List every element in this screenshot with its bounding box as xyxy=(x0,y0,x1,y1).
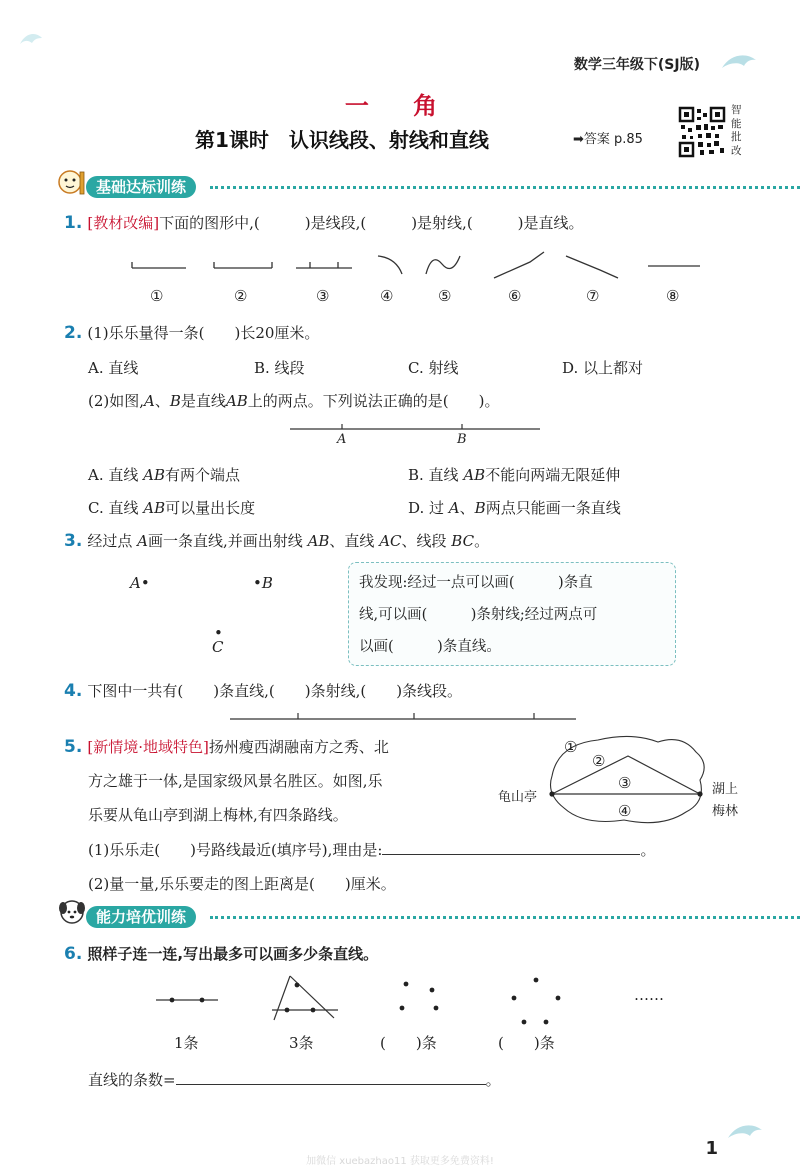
option-c[interactable]: C. 直线 AB可以量出长度 xyxy=(88,499,256,517)
question-number: 4. xyxy=(64,681,83,701)
question-number: 5. xyxy=(64,737,83,757)
answer-reference[interactable]: ➡答案 p.85 xyxy=(573,132,643,147)
pencil-mascot-icon xyxy=(54,166,90,202)
point-c-dot: • xyxy=(214,624,223,642)
figure-label: ⑤ xyxy=(438,287,452,305)
option-b[interactable]: B. 线段 xyxy=(254,359,305,377)
option-c[interactable]: C. 射线 xyxy=(408,359,459,377)
question-text: 扬州瘦西湖融南方之秀、北 xyxy=(208,738,389,756)
option-d[interactable]: D. 以上都对 xyxy=(562,359,644,377)
option-d[interactable]: D. 过 A、B两点只能画一条直线 xyxy=(408,499,621,517)
route-label: ③ xyxy=(618,774,632,792)
question-3 xyxy=(64,530,489,551)
section-banner-advanced xyxy=(60,906,740,930)
dolphin-icon xyxy=(18,30,44,48)
question-text: 照样子连一连,写出最多可以画多少条直线。 xyxy=(87,945,379,963)
question-text: 下面的图形中,( )是线段,( )是射线,( )是直线。 xyxy=(159,214,584,232)
figure-label: ⑦ xyxy=(586,287,600,305)
question-text: (2)如图,A、B是直线AB上的两点。下列说法正确的是( )。 xyxy=(88,392,500,410)
question-text: (1)乐乐量得一条( )长20厘米。 xyxy=(87,324,320,342)
figure-label: ④ xyxy=(380,287,394,305)
q1-figures xyxy=(120,248,720,284)
figure-label: ③ xyxy=(316,287,330,305)
route-label: ① xyxy=(564,738,578,756)
page-number: 1 xyxy=(705,1138,718,1159)
q1-label-row xyxy=(120,287,720,309)
question-5 xyxy=(64,736,389,757)
question-6 xyxy=(64,943,378,964)
dolphin-icon xyxy=(726,1120,766,1144)
point-label: B xyxy=(457,432,467,447)
question-text: 下图中一共有( )条直线,( )条射线,( )条线段。 xyxy=(87,682,463,700)
dolphin-icon xyxy=(720,50,760,74)
point-a: A• xyxy=(130,574,150,592)
qr-code-icon[interactable] xyxy=(678,106,726,158)
question-text: 经过点 A画一条直线,并画出射线 AB、直线 AC、线段 BC。 xyxy=(87,532,490,550)
option-a[interactable]: A. 直线 xyxy=(88,359,139,377)
section-title: 能力培优训练 xyxy=(86,906,196,928)
count-blank[interactable]: ( )条 xyxy=(380,1034,437,1052)
question-text: 乐要从龟山亭到湖上梅林,有四条路线。 xyxy=(88,806,348,824)
figure-label: ⑧ xyxy=(666,287,680,305)
book-title: 数学三年级下(SJ版) xyxy=(573,57,700,73)
option-b[interactable]: B. 直线 AB不能向两端无限延伸 xyxy=(408,466,621,484)
q4-line-figure xyxy=(230,710,576,724)
unit-title: 一 角 xyxy=(344,92,456,120)
question-part-2: (2)量一量,乐乐要走的图上距离是( )厘米。 xyxy=(88,875,396,893)
figure-label: ① xyxy=(150,287,164,305)
route-label: ④ xyxy=(618,802,632,820)
figure-label: ② xyxy=(234,287,248,305)
question-number: 6. xyxy=(64,944,83,964)
point-b: •B xyxy=(253,574,273,592)
count-label: 1条 xyxy=(174,1034,199,1052)
section-banner-basic xyxy=(60,176,740,200)
place-label-meilin: 湖上 xyxy=(712,782,739,797)
ellipsis: …… xyxy=(634,986,664,1004)
question-4 xyxy=(64,680,462,701)
route-label: ② xyxy=(592,752,606,770)
formula-line: 直线的条数= 。 xyxy=(88,1068,501,1090)
figure-label: ⑥ xyxy=(508,287,522,305)
lesson-title: 第1课时 认识线段、射线和直线 xyxy=(195,128,489,152)
question-2 xyxy=(64,322,319,343)
section-title: 基础达标训练 xyxy=(86,176,196,198)
watermark: 加微信 xuebazhao11 获取更多免费资料! xyxy=(306,1156,494,1167)
note-line: 以画( )条直线。 xyxy=(359,639,501,655)
question-tag: [新情境·地域特色] xyxy=(87,738,209,756)
question-1 xyxy=(64,212,584,233)
q6-figures xyxy=(140,970,700,1030)
question-number: 3. xyxy=(64,531,83,551)
point-label: A xyxy=(337,432,347,447)
point-c: C xyxy=(212,638,224,656)
place-label-meilin: 梅林 xyxy=(712,804,739,819)
count-blank[interactable]: ( )条 xyxy=(498,1034,555,1052)
question-number: 2. xyxy=(64,323,83,343)
answer-blank[interactable] xyxy=(176,1068,486,1085)
note-line: 我发现:经过一点可以画( )条直 xyxy=(359,575,593,591)
discovery-note-box xyxy=(348,562,676,666)
option-a[interactable]: A. 直线 AB有两个端点 xyxy=(88,466,241,484)
q2-line-figure xyxy=(290,422,540,436)
question-tag: [教材改编] xyxy=(87,214,160,232)
qr-side-label: 智能批改 xyxy=(731,104,742,157)
question-number: 1. xyxy=(64,213,83,233)
question-text: 方之雄于一体,是国家级风景名胜区。如图,乐 xyxy=(88,772,383,790)
answer-blank[interactable] xyxy=(382,838,640,855)
count-label: 3条 xyxy=(289,1034,314,1052)
place-label-guishan-pavilion: 龟山亭 xyxy=(498,790,538,805)
note-line: 线,可以画( )条射线;经过两点可 xyxy=(359,607,598,623)
question-part-1: (1)乐乐走( )号路线最近(填序号),理由是: 。 xyxy=(88,838,656,860)
